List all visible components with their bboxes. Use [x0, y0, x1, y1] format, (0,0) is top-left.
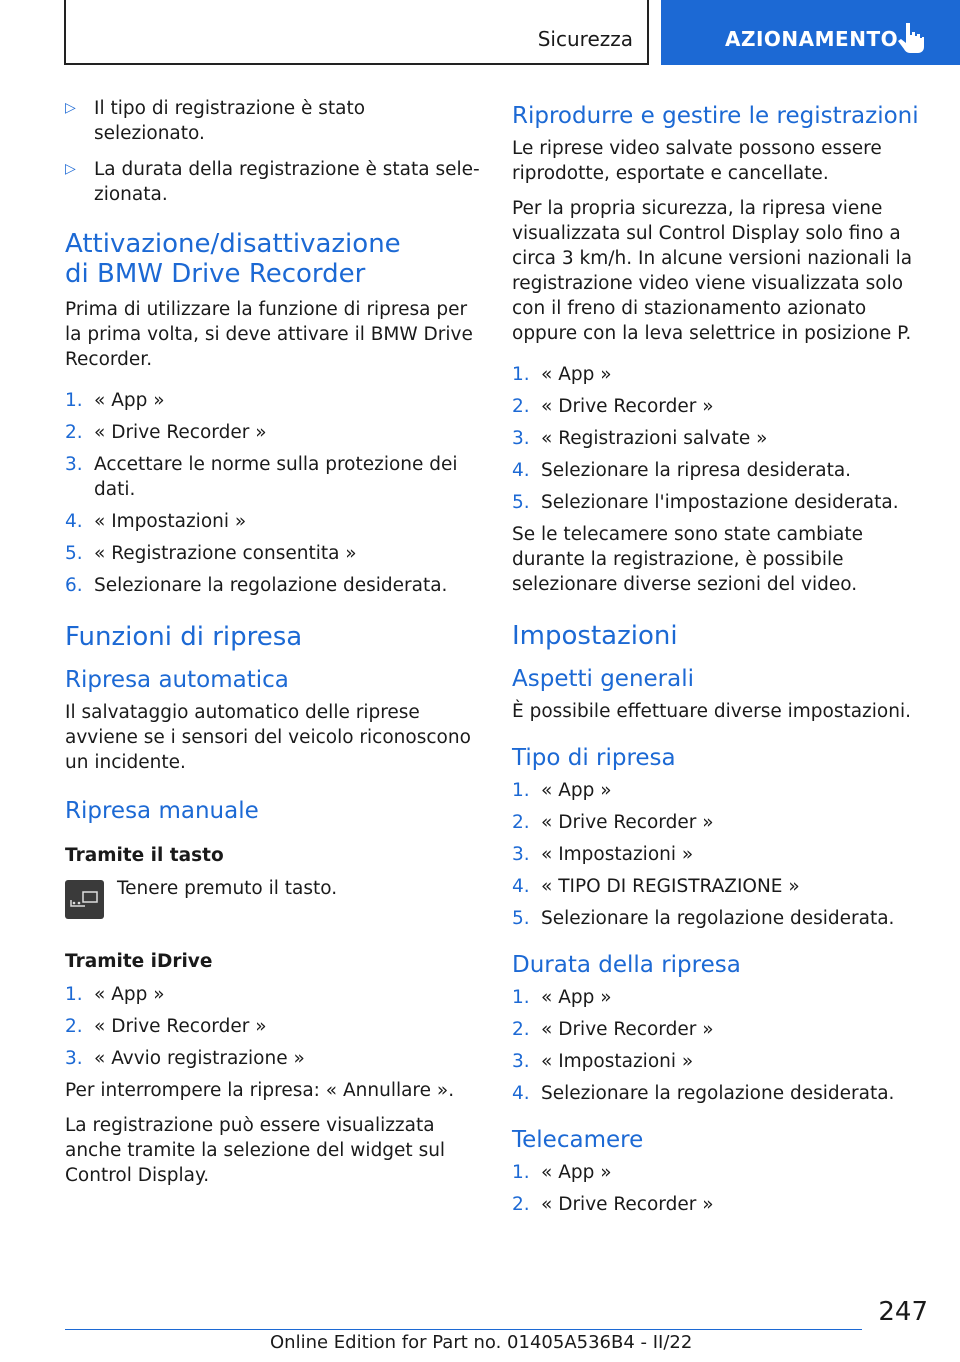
idrive-steps — [65, 982, 480, 1071]
list-item: 2. « Drive Recorder » — [65, 1016, 267, 1037]
list-item: 4. Selezionare la ripresa desiderata. — [512, 460, 852, 481]
hand-pointer-icon — [893, 20, 927, 54]
auto-text: Il salvataggio automatico delle riprese avviene se i sensori del veicolo riconoscono un incidente. — [65, 702, 471, 773]
activation-intro: Prima di utilizzare la funzione di ripresa per la prima volta, si deve attivare il BMW Drive Recorder. — [65, 299, 473, 370]
footer-divider — [65, 1329, 862, 1330]
list-item: 3. Accettare le norme sulla protezione dei dati. — [65, 454, 458, 500]
playback-p1: Le riprese video salvate possono essere riprodotte, esportate e cancellate. — [512, 138, 882, 184]
widget-text: La registrazione può essere visualizzata anche tramite la selezione del widget sul Control Display. — [65, 1115, 446, 1186]
idrive-method-title: Tramite iDrive — [65, 951, 213, 972]
button-instruction-text: Tenere premuto il tasto. — [117, 878, 338, 899]
list-item: 3. « Registrazioni salvate » — [512, 428, 768, 449]
subsection-title-general: Aspetti generali — [512, 666, 695, 692]
list-item: 5. Selezionare la regolazione desiderata. — [512, 908, 895, 929]
list-item: 3. « Impostazioni » — [512, 1051, 694, 1072]
list-item: 1. « App » — [65, 390, 165, 411]
list-item: 6. Selezionare la regolazione desiderata. — [65, 575, 448, 596]
subsection-title-manual: Ripresa manuale — [65, 798, 259, 824]
subsection-title-duration: Durata della ripresa — [512, 952, 741, 978]
list-item: 1. « App » — [512, 364, 612, 385]
list-item: 2. « Drive Recorder » — [65, 422, 267, 443]
triangle-bullet-icon: ▷ — [65, 161, 76, 177]
list-item: 2. « Drive Recorder » — [512, 812, 714, 833]
stop-text: Per interrompere la ripresa: « Annullare ». — [65, 1080, 455, 1101]
list-item: 1. « App » — [512, 987, 612, 1008]
section-title-playback: Riprodurre e gestire le registrazioni — [512, 103, 919, 129]
list-item: 5. « Registrazione consentita » — [65, 543, 357, 564]
list-item: 1. « App » — [512, 1162, 612, 1183]
list-item: ▷ La durata della registrazione è stata selezionata. — [65, 159, 480, 205]
right-column — [512, 96, 930, 1224]
list-item: 2. « Drive Recorder » — [512, 396, 714, 417]
list-item: 3. « Impostazioni » — [512, 844, 694, 865]
drive-recorder-button-icon — [65, 880, 104, 919]
list-item: 2. « Drive Recorder » — [512, 1019, 714, 1040]
header-chapter-label: AZIONAMENTO — [725, 27, 899, 51]
list-item: ▷ Il tipo di registrazione è stato selezionato. — [65, 98, 366, 144]
button-instruction — [65, 876, 480, 919]
list-item: 3. « Avvio registrazione » — [65, 1048, 305, 1069]
type-steps — [512, 778, 930, 931]
playback-p3: Se le telecamere sono state cambiate durante la registrazione, è possibile selezionare diverse sezioni del video. — [512, 524, 863, 595]
list-item: 2. « Drive Recorder » — [512, 1194, 714, 1215]
list-item: 1. « App » — [512, 780, 612, 801]
section-title-activation: Attivazione/disattivazione di BMW Drive Recorder — [65, 229, 401, 289]
list-item: 4. « TIPO DI REGISTRAZIONE » — [512, 876, 800, 897]
duration-steps — [512, 985, 930, 1106]
list-item: 4. Selezionare la regolazione desiderata. — [512, 1083, 895, 1104]
page-number: 247 — [878, 1297, 928, 1327]
list-item: 5. Selezionare l'impostazione desiderata. — [512, 492, 899, 513]
general-text: È possibile effettuare diverse impostazioni. — [512, 701, 911, 722]
left-column — [65, 96, 480, 1198]
subsection-title-cameras: Telecamere — [512, 1127, 644, 1153]
section-title-settings: Impostazioni — [512, 621, 678, 651]
section-title-functions: Funzioni di ripresa — [65, 622, 303, 652]
triangle-bullet-icon: ▷ — [65, 100, 76, 116]
playback-steps — [512, 362, 930, 515]
subsection-title-auto: Ripresa automatica — [65, 667, 289, 693]
header-chapter-tab — [661, 0, 960, 65]
list-item: 1. « App » — [65, 984, 165, 1005]
playback-p2: Per la propria sicurezza, la ripresa viene visualizzata sul Control Display solo fino a circa 3 km/h. In alcune versioni nazionali la registrazione video viene visualizzata solo con il freno di stazionamento azionato oppure con la leva selettrice in posizione P. — [512, 198, 913, 344]
button-method-title: Tramite il tasto — [65, 845, 224, 866]
header-section-box — [64, 0, 649, 65]
footer-edition: Online Edition for Part no. 01405A536B4 - II/22 — [270, 1332, 693, 1353]
activation-steps — [65, 388, 480, 598]
list-item: 4. « Impostazioni » — [65, 511, 247, 532]
subsection-title-type: Tipo di ripresa — [512, 745, 676, 771]
cameras-steps — [512, 1160, 930, 1217]
header-section-label: Sicurezza — [537, 27, 633, 51]
